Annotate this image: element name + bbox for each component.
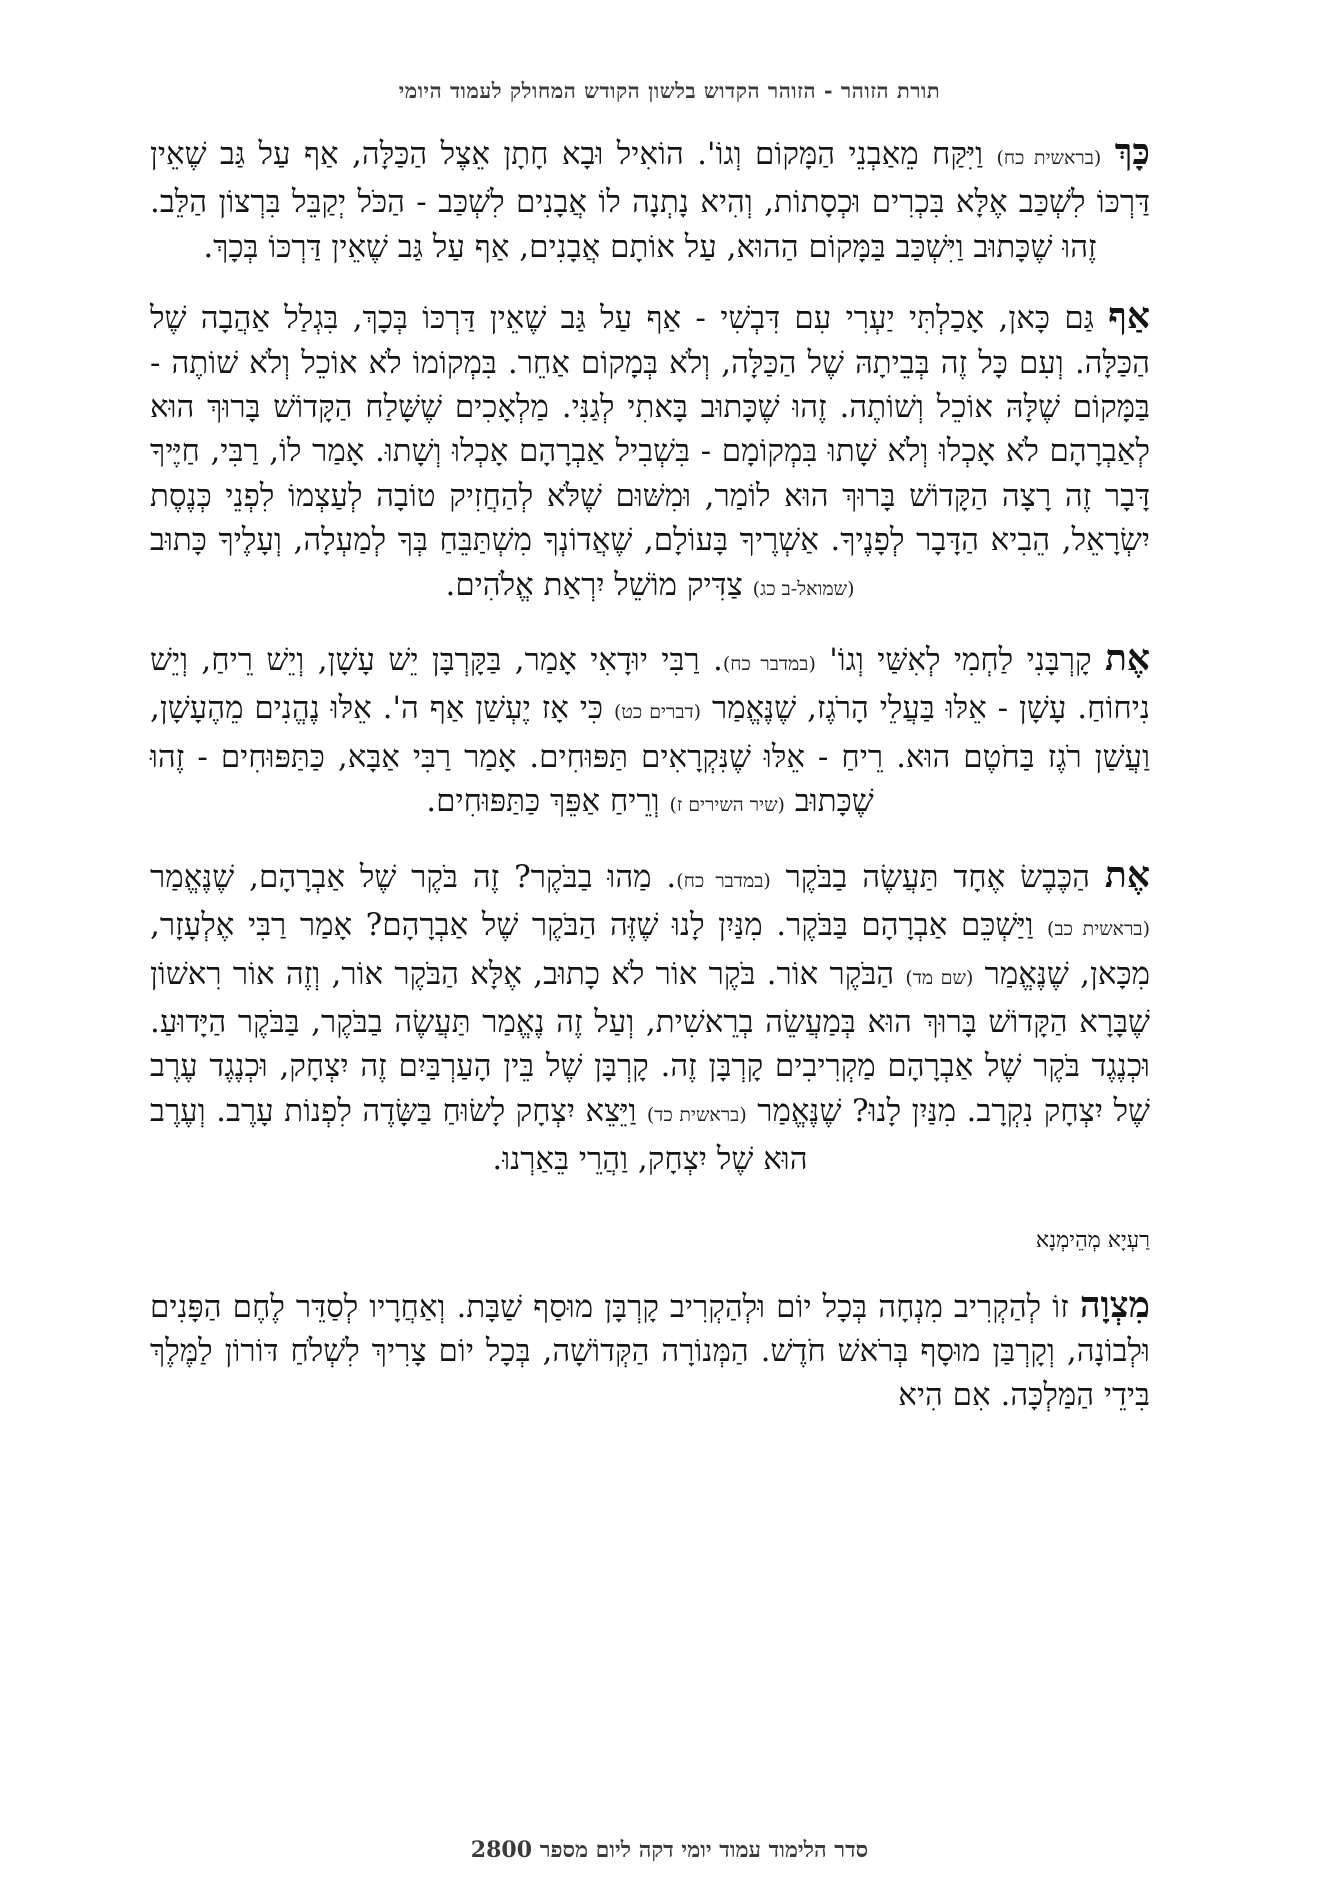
opening-word: אֶת (1104, 853, 1150, 896)
text-run: . רַבִּי יוּדָאִי אָמַר, בַּקָּרְבָּן יֵשׁ עָשָׁן, וְיֵשׁ רֵיחַ, וְיֵשׁ נִיחוֹחַ. עָשָׁן - אֵלּוּ בַּעֲלֵי הָרֹגֶז, שֶׁנֶּאֱמַר (150, 642, 1150, 727)
paragraph (150, 130, 1150, 269)
section-heading: רַעְיָא מְהֵימְנָא (1035, 1227, 1150, 1253)
text-run: כִּי אָז יֶעְשַׁן אַף ה'. אֵלּוּ נֶהֱנִים מֵהֶעָשָׁן, וַעֲשַׁן רֹגֶז בַּחֹטֶם הוּא. רֵיחַ - אֵלּוּ שֶׁנִּקְרָאִים תַּפּוּחִים. אָמַר רַבִּי אַבָּא, כַּתַּפּוּחִים - זֶהוּ שֶׁכָּתוּב (150, 690, 1150, 820)
text-run: הַכֶּבֶשׂ אֶחָד תַּעֲשֶׂה בַבֹּקֶר (770, 858, 1105, 895)
running-header: תורת הזוהר - הזוהר הקדוש בלשון הקודש המחולק לעמוד היומי (398, 78, 941, 103)
source-reference: (בראשית כח) (996, 147, 1102, 169)
text-run: צַדִּיק מוֹשֵׁל יִרְאַת אֱלֹהִים. (445, 566, 753, 603)
source-reference: (בראשית כד) (646, 1103, 747, 1126)
source-reference: (שיר השירים ז) (669, 794, 785, 817)
text-run: . מַהוּ בַבֹּקֶר? זֶה בֹּקֶר שֶׁל אַבְרָהָם, שֶׁנֶּאֱמַר (150, 858, 677, 895)
text-run: קָרְבָּנִי לַחְמִי לְאִשַּׁי וְגוֹ' (815, 642, 1105, 679)
opening-word: מִצְוָה (1079, 1283, 1150, 1326)
source-reference: (במדבר כח) (676, 869, 771, 892)
source-reference: (שם מד) (905, 966, 974, 989)
document-body (150, 130, 1150, 1443)
text-run: וַיִּקַּח מֵאַבְנֵי הַמָּקוֹם וְגוֹ'. הוֹאִיל וּבָא חָתָן אֵצֶל הַכַּלָּה, אַף עַל גַּב שֶׁאֵין דַּרְכּוֹ לִשְׁכַּב אֶלָּא בִּכְרִים וּכְסָתוֹת, וְהִיא נָתְנָה לוֹ אֲבָנִים לִשְׁכַּב - הַכֹּל יְקַבֵּל בִּרְצוֹן הַלֵּב. זֶהוּ שֶׁכָּתוּב וַיִּשְׁכַּב בַּמָּקוֹם הַהוּא, עַל אוֹתָם אֲבָנִים, אַף עַל גַּב שֶׁאֵין דַּרְכּוֹ בְּכָךְ. (150, 136, 1150, 265)
opening-word: אַף (1108, 295, 1150, 338)
paragraph (150, 1283, 1150, 1418)
text-run: זוֹ לְהַקְרִיב מִנְחָה בְּכָל יוֹם וּלְהַקְרִיב קָרְבָּן מוּסַף שַׁבָּת. וְאַחֲרָיו לְסַדֵּר לֶחֶם הַפָּנִים וּלְבוֹנָה, וְקָרְבַּן מוּסָף בְּרֹאשׁ חֹדֶשׁ. הַמְּנוֹרָה הַקְּדוֹשָׁה, בְּכָל יוֹם צָרִיךְ לִשְׁלֹחַ דּוֹרוֹן לַמֶּלֶךְ בִּידֵי הַמַּלְכָּה. אִם הִיא (150, 1288, 1150, 1414)
text-run: וְרֵיחַ אַפֵּךְ כַּתַּפּוּחִים. (426, 783, 670, 820)
running-footer: סדר הלימוד עמוד יומי דקה ליום מספר 2800 (470, 1837, 869, 1863)
source-reference: (דברים כט) (613, 701, 702, 724)
paragraph (150, 636, 1150, 828)
text-run: הַבֹּקֶר אוֹר. בֹּקֶר אוֹר לֹא כָתוּב, אֶלָּא הַבֹּקֶר אוֹר, וְזֶה אוֹר רִאשׁוֹן שֶׁבָּרָא הַקָּדוֹשׁ בָּרוּךְ הוּא בְּמַעֲשֵׂה בְרֵאשִׁית, וְעַל זֶה נֶאֱמַר תַּעֲשֶׂה בַבֹּקֶר, בַּבֹּקֶר הַיָּדוּעַ. וּכְנֶגֶד בֹּקֶר שֶׁל אַבְרָהָם מַקְרִיבִים קָרְבָּן זֶה. קָרְבָּן שֶׁל בֵּין הָעַרְבַּיִם זֶה יִצְחָק, וּכְנֶגֶד עֶרֶב שֶׁל יִצְחָק נִקְרָב. מִנַּיִן לָנוּ? שֶׁנֶּאֱמַר (150, 955, 1150, 1129)
paragraph (150, 294, 1150, 611)
source-reference: (בראשית כב) (1047, 918, 1150, 941)
text-run: גַּם כָּאן, אָכַלְתִּי יַעְרִי עִם דִּבְשִׁי - אַף עַל גַּב שֶׁאֵין דַּרְכּוֹ בְּכָךְ, בִּגְלַל אַהֲבָה שֶׁל הַכַּלָּה. וְעִם כָּל זֶה בְּבֵיתָהּ שֶׁל הַכַּלָּה, וְלֹא בְּמָקוֹם אַחֵר. בִּמְקוֹמוֹ לֹא אוֹכֵל וְלֹא שׁוֹתֶה - בַּמָּקוֹם שֶׁלָּהּ אוֹכֵל וְשׁוֹתֶה. זֶהוּ שֶׁכָּתוּב בָּאתִי לְגַנִּי. מַלְאָכִים שֶׁשָּׁלַח הַקָּדוֹשׁ בָּרוּךְ הוּא לְאַבְרָהָם לֹא אָכְלוּ וְלֹא שָׁתוּ בִּמְקוֹמָם - בִּשְׁבִיל אַבְרָהָם אָכְלוּ וְשָׁתוּ. אָמַר לוֹ, רַבִּי, חַיֶּיךָ דָּבָר זֶה רָצָה הַקָּדוֹשׁ בָּרוּךְ הוּא לוֹמַר, וּמִשּׁוּם שֶׁלֹּא לְהַחֲזִיק טוֹבָה לְעַצְמוֹ לִפְנֵי כְּנֶסֶת יִשְׂרָאֵל, הֵבִיא הַדָּבָר לְפָנֶיךָ. אַשְׁרֶיךָ בָּעוֹלָם, שֶׁאֲדוֹנְךָ מִשְׁתַּבֵּחַ בְּךָ לְמַעְלָה, וְעָלֶיךָ כָּתוּב (150, 300, 1150, 559)
paragraph (150, 853, 1150, 1182)
text-run: וַיַּשְׁכֵּם אַבְרָהָם בַּבֹּקֶר. מִנַּיִן לָנוּ שֶׁזֶּה הַבֹּקֶר שֶׁל אַבְרָהָם? אָמַר רַבִּי אֶלְעָזָר, מִכָּאן, שֶׁנֶּאֱמַר (150, 907, 1150, 992)
opening-word: אֶת (1104, 637, 1151, 680)
source-reference: (שמואל-ב כג) (752, 577, 855, 600)
text-run (1101, 136, 1114, 172)
text-run: וַיֵּצֵא יִצְחָק לָשׂוּחַ בַּשָּׂדֶה לִפְנוֹת עָרֶב. וְעֶרֶב הוּא שֶׁל יִצְחָק, וַהֲרֵי בֵּאַרְנוּ. (150, 1092, 808, 1178)
source-reference: (במדבר כח) (722, 653, 816, 676)
opening-word: כָּךְ (1114, 131, 1150, 173)
